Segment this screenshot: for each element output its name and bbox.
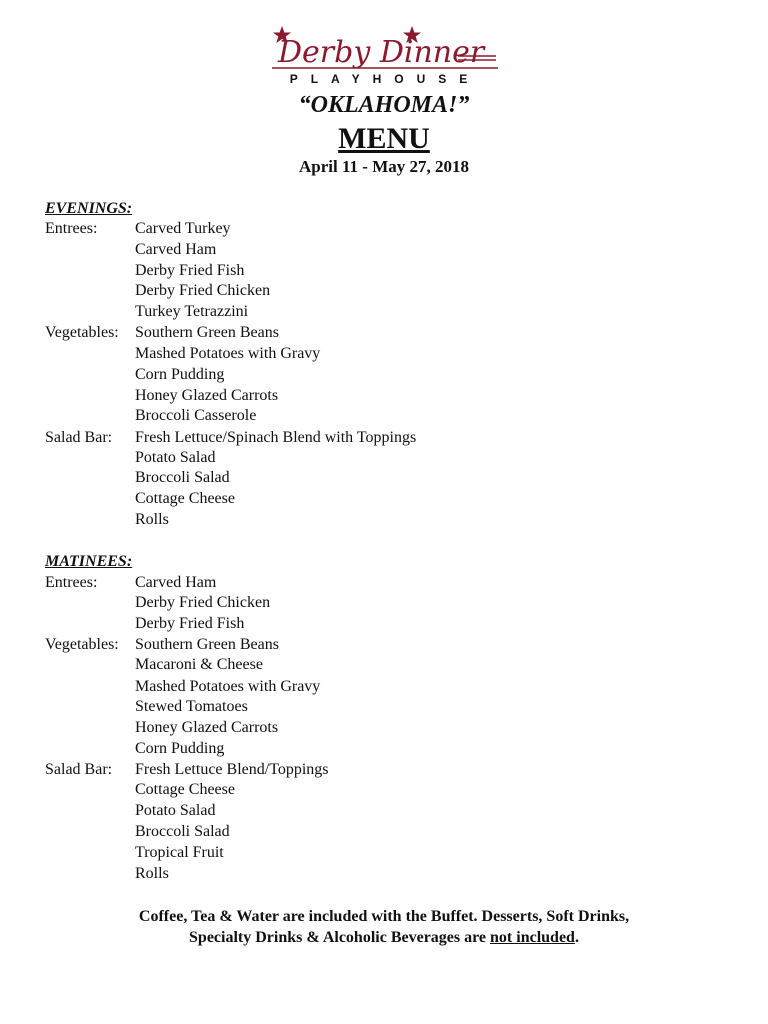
evenings-salad-label: Salad Bar: <box>45 429 113 446</box>
evenings-salad-item: Broccoli Salad <box>135 469 230 486</box>
matinees-vegetables-label: Vegetables: <box>45 636 119 653</box>
footer-note-line2 <box>0 927 768 948</box>
evenings-vegetables-label: Vegetables: <box>45 324 119 341</box>
matinees-vegetable-item: Southern Green Beans <box>135 636 279 653</box>
matinees-salad-item: Tropical Fruit <box>135 844 224 861</box>
evenings-entree-item: Turkey Tetrazzini <box>135 303 249 320</box>
evenings-salad-item: Rolls <box>135 511 169 528</box>
evenings-salad-item: Fresh Lettuce/Spinach Blend with Toppings <box>135 429 417 446</box>
matinees-entrees-label: Entrees: <box>45 574 98 591</box>
menu-dates: April 11 - May 27, 2018 <box>299 157 469 176</box>
derby-dinner-playhouse-logo <box>272 26 498 88</box>
evenings-vegetable-item: Broccoli Casserole <box>135 407 257 424</box>
evenings-heading: EVENINGS: <box>45 200 133 217</box>
logo-wordmark: Derby Dinner <box>278 35 485 70</box>
evenings-entree-item: Carved Turkey <box>135 220 231 237</box>
footer-note-line1: Coffee, Tea & Water are included with the Buffet. Desserts, Soft Drinks, <box>138 908 630 925</box>
evenings-salad-item: Cottage Cheese <box>135 490 235 507</box>
matinees-salad-item: Fresh Lettuce Blend/Toppings <box>135 761 329 778</box>
show-title: “OKLAHOMA!” <box>298 92 470 118</box>
logo-subtitle: PLAYHOUSE <box>289 72 481 86</box>
matinees-salad-label: Salad Bar: <box>45 761 113 778</box>
evenings-vegetable-item: Southern Green Beans <box>135 324 279 341</box>
matinees-vegetable-item: Macaroni & Cheese <box>135 656 263 673</box>
matinees-vegetable-item: Corn Pudding <box>135 740 225 757</box>
matinees-entree-item: Derby Fried Fish <box>135 615 245 632</box>
menu-title: MENU <box>338 122 430 155</box>
matinees-entree-item: Derby Fried Chicken <box>135 594 271 611</box>
footer-note-line2-text: Specialty Drinks & Alcoholic Beverages are <box>189 929 491 946</box>
logo-graphic <box>272 26 498 88</box>
evenings-vegetable-item: Mashed Potatoes with Gravy <box>135 345 321 362</box>
matinees-heading: MATINEES: <box>45 553 133 570</box>
matinees-entree-item: Carved Ham <box>135 574 217 591</box>
evenings-entree-item: Derby Fried Fish <box>135 262 245 279</box>
matinees-vegetable-item: Stewed Tomatoes <box>135 698 248 715</box>
evenings-vegetable-item: Corn Pudding <box>135 366 225 383</box>
evenings-entree-item: Derby Fried Chicken <box>135 282 271 299</box>
evenings-entree-item: Carved Ham <box>135 241 217 258</box>
matinees-salad-item: Cottage Cheese <box>135 781 235 798</box>
evenings-vegetable-item: Honey Glazed Carrots <box>135 387 279 404</box>
matinees-salad-item: Rolls <box>135 865 169 882</box>
evenings-salad-item: Potato Salad <box>135 449 216 466</box>
not-included-emphasis: not included <box>490 929 575 946</box>
matinees-vegetable-item: Honey Glazed Carrots <box>135 719 279 736</box>
matinees-salad-item: Broccoli Salad <box>135 823 230 840</box>
matinees-salad-item: Potato Salad <box>135 802 216 819</box>
evenings-entrees-label: Entrees: <box>45 220 98 237</box>
footer-period: . <box>574 929 579 946</box>
matinees-vegetable-item: Mashed Potatoes with Gravy <box>135 678 321 695</box>
